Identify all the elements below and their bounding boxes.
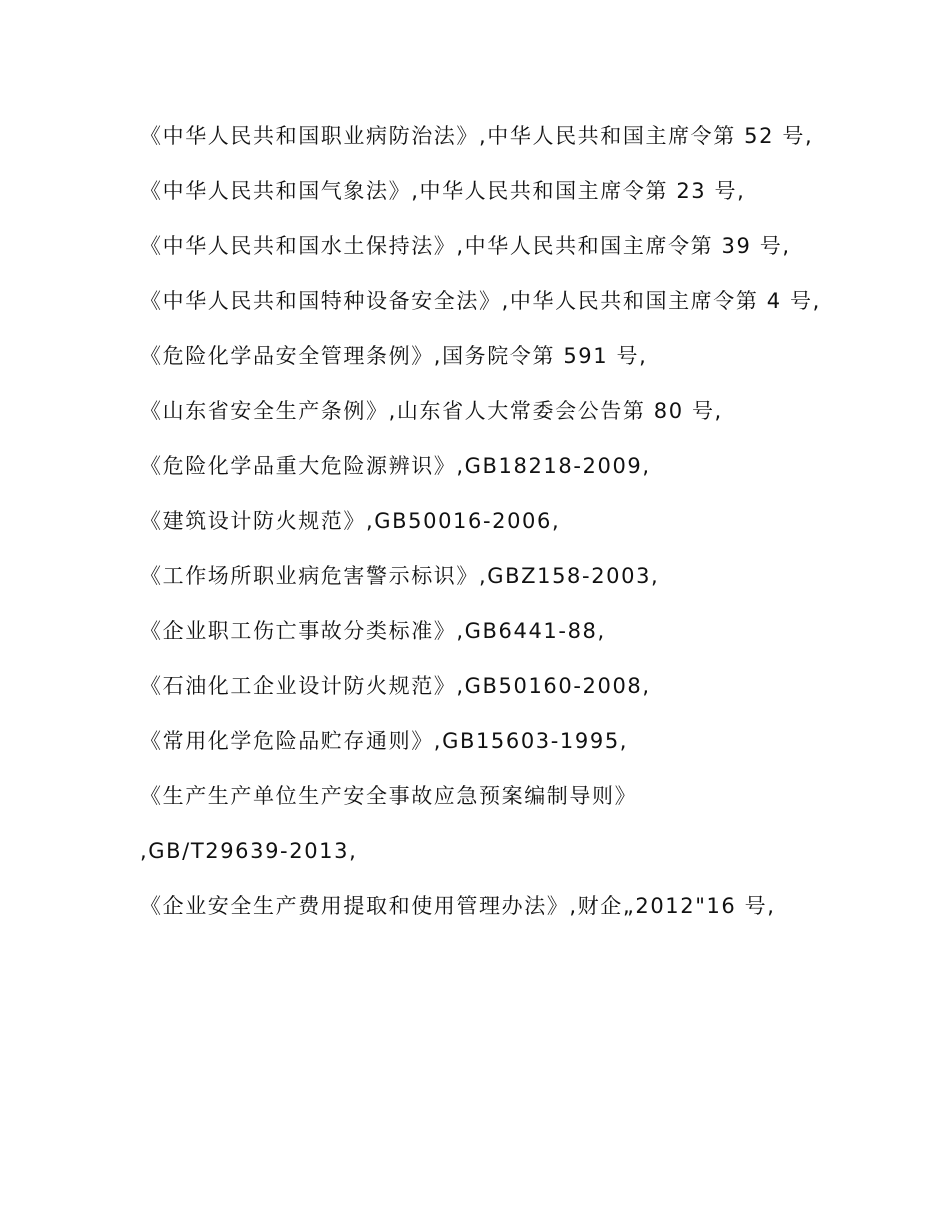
paragraph-special-equipment-safety-law: 《中华人民共和国特种设备安全法》,中华人民共和国主席令第 4 号, [140, 289, 821, 313]
paragraph-occupational-disease-law: 《中华人民共和国职业病防治法》,中华人民共和国主席令第 52 号, [140, 124, 814, 148]
paragraph-meteorology-law: 《中华人民共和国气象法》,中华人民共和国主席令第 23 号, [140, 179, 746, 203]
paragraph-soil-water-conservation-law: 《中华人民共和国水土保持法》,中华人民共和国主席令第 39 号, [140, 234, 791, 258]
paragraph-emergency-plan-standard: ,GB/T29639-2013, [140, 839, 358, 863]
paragraph-major-hazard-identification: 《危险化学品重大危险源辨识》,GB18218-2009, [140, 454, 651, 478]
paragraph-shandong-safety-regulation: 《山东省安全生产条例》,山东省人大常委会公告第 80 号, [140, 399, 723, 423]
paragraph-accident-classification: 《企业职工伤亡事故分类标准》,GB6441-88, [140, 619, 606, 643]
paragraph-hazardous-chemicals-regulation: 《危险化学品安全管理条例》,国务院令第 591 号, [140, 344, 648, 368]
paragraph-workplace-warning-signs: 《工作场所职业病危害警示标识》,GBZ158-2003, [140, 564, 660, 588]
paragraph-building-fire-code: 《建筑设计防火规范》,GB50016-2006, [140, 509, 561, 533]
paragraph-chemical-storage-rules: 《常用化学危险品贮存通则》,GB15603-1995, [140, 729, 629, 753]
document-body [140, 118, 830, 943]
paragraph-safety-cost-measures: 《企业安全生产费用提取和使用管理办法》,财企„2012"16 号, [140, 894, 776, 918]
paragraph-emergency-plan-guideline: 《生产生产单位生产安全事故应急预案编制导则》 [140, 784, 638, 808]
paragraph-petrochemical-fire-code: 《石油化工企业设计防火规范》,GB50160-2008, [140, 674, 651, 698]
